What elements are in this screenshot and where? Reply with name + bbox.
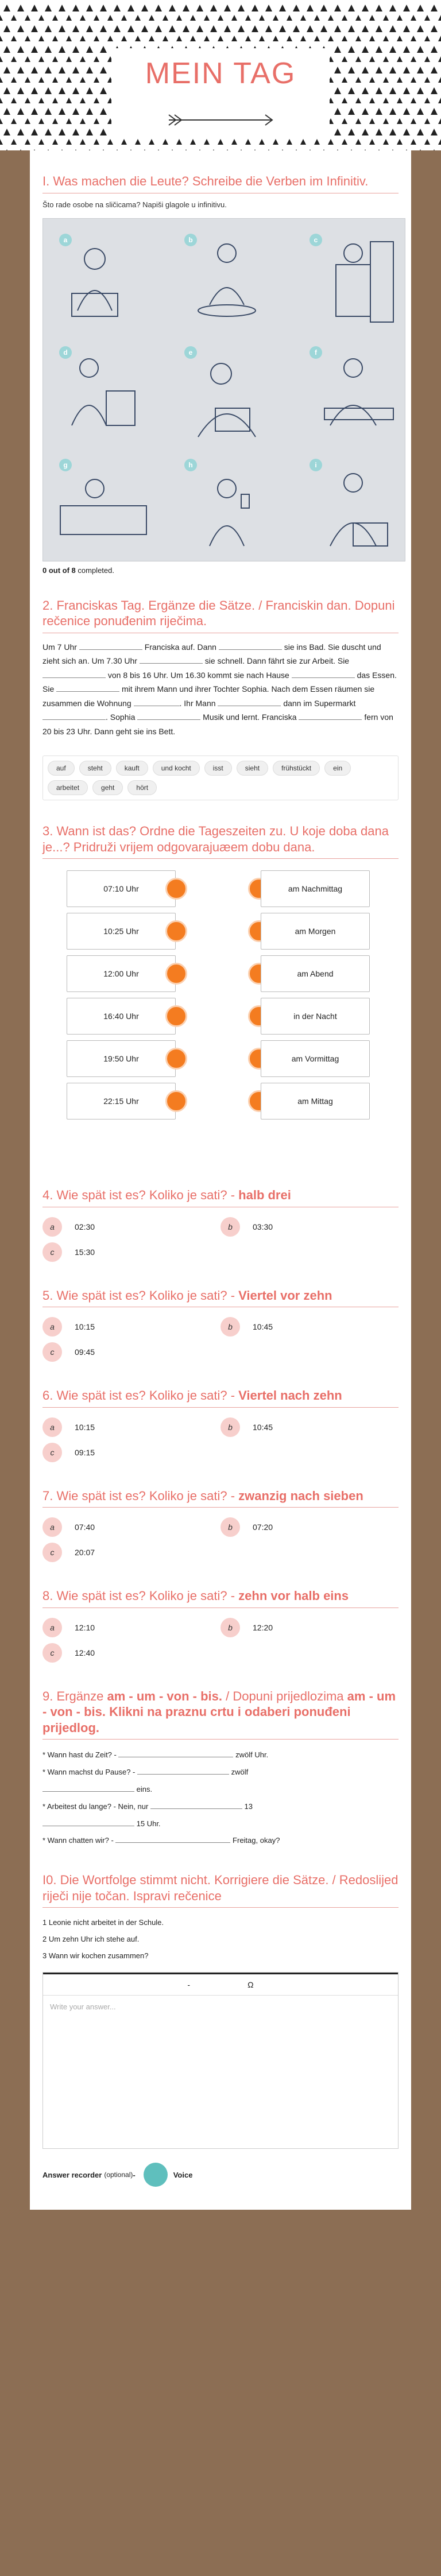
q9-title-1: 9. Ergänze	[42, 1688, 107, 1703]
match-dot-left-1[interactable]	[165, 878, 187, 900]
match-left-6[interactable]: 22:15 Uhr	[67, 1083, 176, 1120]
record-button[interactable]	[144, 2163, 168, 2187]
q9-l2b: zwölf	[231, 1767, 249, 1776]
q9-l3a: * Arbeitest du lange? - Nein, nur	[42, 1802, 149, 1811]
chip-ein[interactable]: ein	[324, 761, 351, 776]
header	[0, 0, 441, 150]
q5-title-text: 5. Wie spät ist es? Koliko je sati?	[42, 1288, 227, 1303]
q2-text-6: das Essen. Sie	[42, 670, 397, 694]
q9-line-1	[42, 1746, 399, 1764]
q9-l4b: Freitag, okay?	[233, 1836, 280, 1845]
match-right-3[interactable]: am Abend	[261, 955, 370, 992]
option-b[interactable]	[220, 1214, 399, 1239]
omega-icon[interactable]: Ω	[247, 1980, 254, 1990]
option-a[interactable]	[42, 1314, 220, 1339]
option-value: 10:45	[253, 1422, 273, 1432]
option-letter[interactable]: c	[42, 1242, 62, 1262]
match-right-5[interactable]: am Vormittag	[261, 1040, 370, 1077]
chip-und-kocht[interactable]: und kocht	[153, 761, 200, 776]
option-value: 12:20	[253, 1622, 273, 1632]
q2-blank-9[interactable]	[42, 712, 106, 720]
q9-title-4: am - um - von - bis. Klikni na praznu crtu i odaberi ponuđeni prijedlog.	[42, 1688, 396, 1735]
q1-picture	[42, 218, 405, 561]
recorder-dash: -	[133, 2170, 136, 2179]
badge-e: e	[184, 346, 197, 359]
question-1	[42, 150, 399, 575]
q4-options	[42, 1214, 399, 1265]
people-illustration	[43, 219, 406, 562]
badge-a: a	[59, 234, 72, 246]
match-right-4[interactable]: in der Nacht	[261, 998, 370, 1035]
match-right-2[interactable]: am Morgen	[261, 913, 370, 950]
chip-kauft[interactable]: kauft	[116, 761, 148, 776]
q5-title	[42, 1288, 399, 1308]
q2-text-5: von 8 bis 16 Uhr. Um 16.30 kommt sie nach Hause	[107, 670, 289, 680]
option-letter[interactable]: c	[42, 1443, 62, 1462]
q5-highlight: Viertel vor zehn	[238, 1288, 332, 1303]
q8-highlight: zehn vor halb eins	[238, 1589, 349, 1603]
question-6	[42, 1365, 399, 1465]
q9-l1a: * Wann hast du Zeit? -	[42, 1750, 117, 1759]
q2-text-3: sie ins Bad. Sie duscht und zieht sich an. Um 7.30 Uhr	[42, 642, 381, 665]
voice-label: Voice	[173, 2170, 193, 2179]
option-c[interactable]	[42, 1640, 220, 1665]
q2-text-12: fern von 20 bis 23 Uhr. Dann geht sie ins Bett.	[42, 712, 393, 736]
chip-isst[interactable]: isst	[204, 761, 232, 776]
q2-text	[42, 640, 399, 739]
answer-recorder	[42, 2163, 399, 2187]
answer-editor	[42, 1972, 399, 2149]
q2-blank-5[interactable]	[292, 670, 355, 678]
q9-l3b: 13	[244, 1802, 253, 1811]
q9-blank-2[interactable]	[137, 1767, 229, 1775]
option-letter[interactable]: a	[42, 1618, 62, 1637]
q2-word-bank	[42, 756, 399, 800]
q8-options	[42, 1615, 399, 1665]
q10-line-1: 1 Leonie nicht arbeitet in der Schule.	[42, 1918, 164, 1927]
q7-highlight: zwanzig nach sieben	[238, 1488, 363, 1503]
option-value: 10:15	[75, 1322, 95, 1331]
option-letter[interactable]: b	[220, 1618, 240, 1637]
option-value: 10:45	[253, 1322, 273, 1331]
question-3	[42, 800, 399, 1164]
chip-steht[interactable]: steht	[79, 761, 111, 776]
option-b[interactable]	[220, 1615, 399, 1640]
q6-highlight: Viertel nach zehn	[238, 1388, 342, 1403]
badge-g: g	[59, 459, 72, 471]
option-letter[interactable]: b	[220, 1317, 240, 1337]
q2-blank-4[interactable]	[42, 670, 106, 678]
option-a[interactable]	[42, 1615, 220, 1640]
arrow-icon	[163, 111, 278, 129]
q9-blank-3[interactable]	[42, 1784, 134, 1792]
match-left-5[interactable]: 19:50 Uhr	[67, 1040, 176, 1077]
option-c[interactable]	[42, 1440, 220, 1465]
time-questions	[42, 1164, 399, 1665]
question-9	[42, 1665, 399, 1850]
q9-line-2	[42, 1764, 399, 1798]
q2-blank-2[interactable]	[219, 642, 282, 650]
q9-l2c: eins.	[136, 1784, 153, 1793]
option-b[interactable]	[220, 1514, 399, 1540]
option-value: 12:10	[75, 1622, 95, 1632]
q8-title-text: 8. Wie spät ist es? Koliko je sati?	[42, 1589, 227, 1603]
answer-textarea[interactable]: Write your answer...	[50, 2002, 116, 2012]
option-letter[interactable]: a	[42, 1417, 62, 1437]
badge-c: c	[310, 234, 322, 246]
match-left-2[interactable]: 10:25 Uhr	[67, 913, 176, 950]
option-b[interactable]	[220, 1314, 399, 1339]
option-letter[interactable]: c	[42, 1543, 62, 1562]
q10-title: I0. Die Wortfolge stimmt nicht. Korrigiere die Sätze. / Redoslijed riječi nije točan. Ispravi rečenice	[42, 1872, 399, 1908]
option-letter[interactable]: a	[42, 1517, 62, 1537]
badge-i: i	[310, 459, 322, 471]
match-right-1[interactable]: am Nachmittag	[261, 870, 370, 907]
option-value: 20:07	[75, 1548, 95, 1557]
match-left-4[interactable]: 16:40 Uhr	[67, 998, 176, 1035]
q9-title-2: am - um - von - bis.	[107, 1688, 222, 1703]
chip-geht[interactable]: geht	[92, 780, 123, 795]
q9-blank-6[interactable]	[115, 1835, 230, 1843]
q9-lines	[42, 1746, 399, 1849]
editor-toolbar	[43, 1973, 398, 1996]
q2-blank-3[interactable]	[140, 656, 203, 664]
q4-title	[42, 1187, 399, 1207]
recorder-label: Answer recorder	[42, 2170, 102, 2179]
q7-title	[42, 1488, 399, 1508]
q2-blank-6[interactable]	[56, 684, 119, 692]
q10-lines	[42, 1915, 399, 1964]
q2-text-11: Musik und lernt. Franciska	[203, 712, 297, 722]
q1-title: I. Was machen die Leute? Schreibe die Verben im Infinitiv.	[42, 173, 399, 193]
match-left-3[interactable]: 12:00 Uhr	[67, 955, 176, 992]
q2-blank-8[interactable]	[218, 698, 281, 706]
option-value: 03:30	[253, 1222, 273, 1231]
q2-title: 2. Franciskas Tag. Ergänze die Sätze. / Franciskin dan. Dopuni rečenice ponuđenim riječima.	[42, 598, 399, 633]
page-title: MEIN TAG	[145, 57, 296, 90]
badge-b: b	[184, 234, 197, 246]
q7-title-text: 7. Wie spät ist es? Koliko je sati?	[42, 1488, 227, 1503]
q2-text-8: . Ihr Mann	[179, 698, 216, 708]
q6-options	[42, 1415, 399, 1465]
q2-blank-1[interactable]	[79, 642, 142, 650]
q10-line-2: 2 Um zehn Uhr ich stehe auf.	[42, 1934, 140, 1943]
match-dot-left-3[interactable]	[165, 963, 187, 985]
q6-title	[42, 1388, 399, 1408]
match-dot-left-4[interactable]	[165, 1005, 187, 1027]
title-separator: -	[227, 1388, 239, 1403]
option-letter[interactable]: b	[220, 1517, 240, 1537]
q2-text-7: mit ihrem Mann und ihrer Tochter Sophia. Nach dem Essen räumen sie zusammen die Wohnung	[42, 684, 375, 708]
badge-f: f	[310, 346, 322, 359]
title-separator: -	[227, 1589, 239, 1603]
chip-fruehstueckt[interactable]: frühstückt	[273, 761, 320, 776]
title-separator: -	[227, 1288, 239, 1303]
question-4	[42, 1164, 399, 1265]
question-10	[42, 1849, 399, 2187]
progress-count: 0 out of 8	[42, 565, 76, 575]
q9-title-3: / Dopuni prijedlozima	[222, 1688, 347, 1703]
q9-blank-1[interactable]	[118, 1749, 233, 1757]
title-separator: -	[227, 1488, 239, 1503]
q2-text-1: Um 7 Uhr	[42, 642, 77, 652]
chip-auf[interactable]: auf	[48, 761, 75, 776]
q1-progress	[42, 566, 399, 575]
question-7	[42, 1465, 399, 1566]
option-letter[interactable]: b	[220, 1417, 240, 1437]
content	[30, 150, 411, 2210]
q2-blank-7[interactable]	[134, 698, 180, 706]
option-c[interactable]	[42, 1339, 220, 1365]
option-value: 07:40	[75, 1523, 95, 1532]
q3-title: 3. Wann ist das? Ordne die Tageszeiten zu. U koje doba dana je...? Pridruži vrijem odgovarajuæem dobu dana.	[42, 823, 399, 859]
q9-line-4	[42, 1832, 399, 1849]
chip-arbeitet[interactable]: arbeitet	[48, 780, 88, 795]
title-box	[111, 48, 330, 135]
badge-h: h	[184, 459, 197, 471]
q9-l3c: 15 Uhr.	[136, 1819, 161, 1828]
q2-text-9: dann im Supermarkt	[283, 698, 356, 708]
option-letter[interactable]: c	[42, 1342, 62, 1362]
option-value: 09:45	[75, 1347, 95, 1357]
q9-l1b: zwölf Uhr.	[235, 1750, 269, 1759]
option-letter[interactable]: a	[42, 1317, 62, 1337]
option-a[interactable]	[42, 1514, 220, 1540]
q6-title-text: 6. Wie spät ist es? Koliko je sati?	[42, 1388, 227, 1403]
option-a[interactable]	[42, 1214, 220, 1239]
chip-hoert[interactable]: hört	[127, 780, 157, 795]
chip-sieht[interactable]: sieht	[237, 761, 268, 776]
recorder-optional: (optional)	[104, 2171, 133, 2179]
question-2	[42, 575, 399, 801]
option-value: 09:15	[75, 1447, 95, 1457]
option-c[interactable]	[42, 1239, 220, 1265]
option-value: 07:20	[253, 1523, 273, 1532]
q8-title	[42, 1588, 399, 1608]
q2-blank-10[interactable]	[137, 712, 200, 720]
q9-blank-4[interactable]	[150, 1801, 242, 1809]
q9-line-3	[42, 1798, 399, 1833]
option-c[interactable]	[42, 1540, 220, 1565]
q9-l2a: * Wann machst du Pause? -	[42, 1767, 136, 1776]
q2-text-10: . Sophia	[106, 712, 136, 722]
option-value: 10:15	[75, 1422, 95, 1432]
q9-l4a: * Wann chatten wir? -	[42, 1836, 114, 1845]
question-8	[42, 1565, 399, 1665]
option-value: 02:30	[75, 1222, 95, 1231]
q1-subtitle: Što rade osobe na sličicama? Napiši glagole u infinitivu.	[42, 200, 227, 209]
match-dot-left-2[interactable]	[165, 920, 187, 942]
option-letter[interactable]: b	[220, 1217, 240, 1237]
q3-matching	[42, 866, 399, 1164]
q4-title-text: 4. Wie spät ist es? Koliko je sati?	[42, 1188, 227, 1202]
title-separator: -	[227, 1188, 239, 1202]
q9-title	[42, 1688, 399, 1740]
q9-blank-5[interactable]	[42, 1818, 134, 1826]
option-value: 12:40	[75, 1648, 95, 1657]
question-5	[42, 1265, 399, 1365]
q5-options	[42, 1314, 399, 1365]
q2-text-4: sie schnell. Dann fährt sie zur Arbeit. Sie	[204, 656, 350, 665]
match-left-1[interactable]: 07:10 Uhr	[67, 870, 176, 907]
dash-button[interactable]: -	[187, 1980, 191, 1990]
q4-highlight: halb drei	[238, 1188, 291, 1202]
progress-suffix: completed.	[75, 565, 114, 575]
badge-d: d	[59, 346, 72, 359]
q2-blank-11[interactable]	[299, 712, 362, 720]
option-letter[interactable]: a	[42, 1217, 62, 1237]
match-dot-left-6[interactable]	[165, 1090, 187, 1112]
option-value: 15:30	[75, 1247, 95, 1257]
q2-text-2: Franciska auf. Dann	[144, 642, 216, 652]
q10-line-3: 3 Wann wir kochen zusammen?	[42, 1951, 149, 1960]
option-a[interactable]	[42, 1415, 220, 1440]
match-right-6[interactable]: am Mittag	[261, 1083, 370, 1120]
option-b[interactable]	[220, 1415, 399, 1440]
q7-options	[42, 1514, 399, 1565]
option-letter[interactable]: c	[42, 1643, 62, 1663]
match-dot-left-5[interactable]	[165, 1048, 187, 1070]
